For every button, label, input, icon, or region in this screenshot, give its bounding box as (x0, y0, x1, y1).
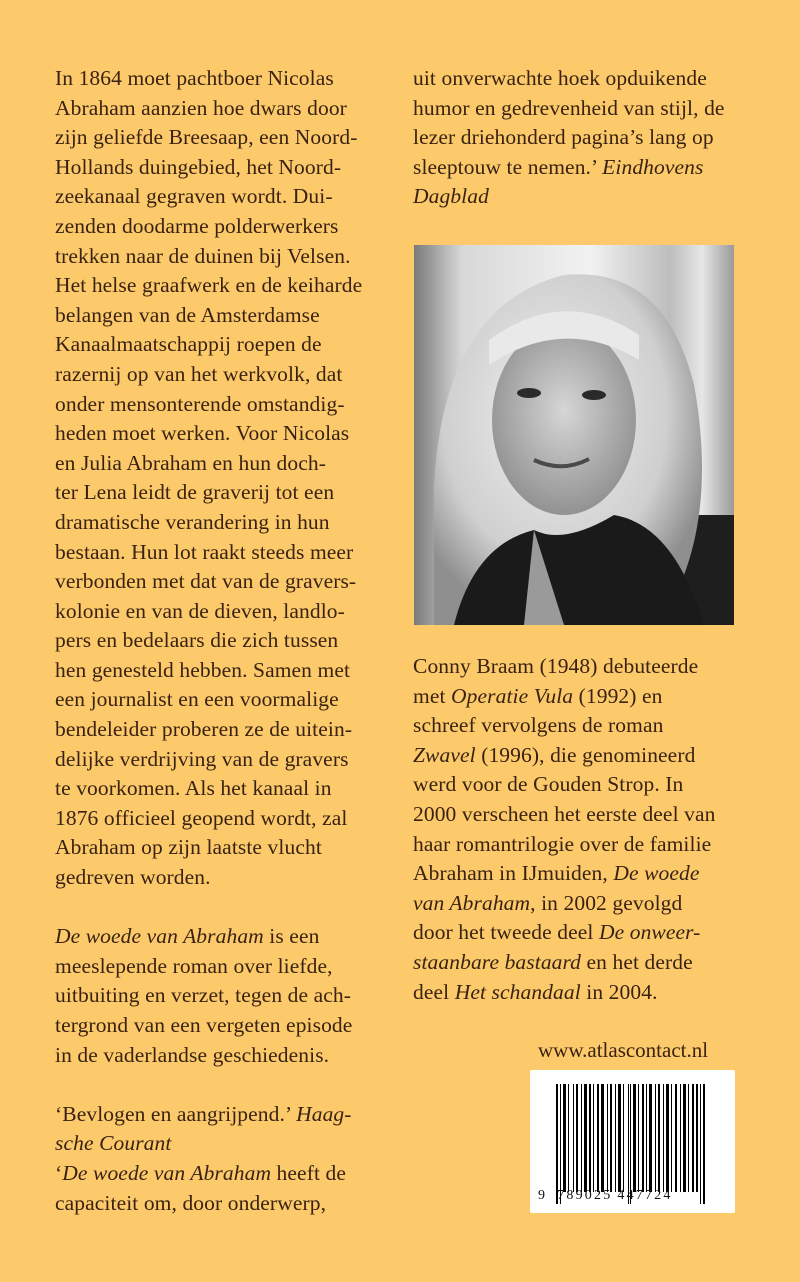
review-source: sche Courant (55, 1131, 172, 1156)
synopsis-line: verbonden met dat van de gravers- (55, 569, 357, 594)
synopsis (55, 64, 395, 893)
book-title: De woede (613, 861, 700, 886)
synopsis-line: bestaan. Hun lot raakt steeds meer (55, 539, 354, 564)
spacer (55, 893, 395, 923)
book-title: Operatie Vula (451, 683, 574, 708)
synopsis-line: gedreven worden. (55, 865, 211, 890)
right-column-review: uit onverwachte hoek opduikende humor en gedrevenheid van stijl, de lezer driehonderd pagina’s lang op sleeptouw te nemen.’ Eindhovens Dagblad (413, 64, 753, 212)
synopsis-line: delijke verdrijving van de gravers (55, 746, 349, 771)
book-title: De woede van Abraham (62, 1160, 272, 1185)
review-line: uit onverwachte hoek opduikende (413, 66, 707, 90)
review-source: Eindhovens (602, 154, 704, 179)
isbn-barcode (530, 1070, 735, 1213)
synopsis-line: belangen van de Amsterdamse (55, 302, 320, 327)
review-source: Dagblad (413, 184, 489, 209)
synopsis-line: een journalist en een voormalige (55, 687, 339, 712)
isbn-number: 9 789025 447724 (538, 1188, 673, 1203)
synopsis-line: heden moet werken. Voor Nicolas (55, 421, 350, 446)
summary-line: tergrond van een vergeten episode (55, 1013, 353, 1037)
book-title: Zwavel (413, 742, 476, 767)
book-title: De woede van Abraham (55, 924, 264, 949)
synopsis-line: Abraham aanzien hoe dwars door (55, 95, 347, 120)
summary-line: in de vaderlandse geschiedenis. (55, 1042, 330, 1067)
review-haagsche-courant (55, 1100, 395, 1159)
synopsis-line: Kanaalmaatschappij roepen de (55, 332, 322, 357)
synopsis-line: Abraham op zijn laatste vlucht (55, 835, 322, 860)
synopsis-line: pers en bedelaars die zich tussen (55, 628, 339, 653)
author-bio: Conny Braam (1948) debuteerde met Operatie Vula (1992) en schreef vervolgens de roman Zwavel (1996), die genomineerd werd voor de Gouden Strop. In 2000 verscheen het eerste deel van haar romantrilogie over de familie Abraham in IJmuiden, De woede van Abraham, in 2002 gevolgd door het tweede deel De onweer- staanbare bastaard en het derde deel Het schandaal in 2004. (413, 654, 716, 1004)
synopsis-line: hen genesteld hebben. Samen met (55, 657, 351, 682)
summary-line: meeslepende roman over liefde, (55, 953, 333, 978)
portrait-image (414, 245, 734, 625)
synopsis-line: en Julia Abraham en hun doch- (55, 450, 326, 475)
spacer (55, 1070, 395, 1100)
summary-line: uitbuiting en verzet, tegen de ach- (55, 983, 352, 1008)
synopsis-line: razernij op van het werkvolk, dat (55, 361, 343, 386)
synopsis-line: onder mensonterende omstandig- (55, 391, 345, 416)
review-line: capaciteit om, door onderwerp, (55, 1190, 327, 1215)
book-title: staanbare bastaard (413, 949, 582, 974)
review-quote: ‘Bevlogen en aangrijpend.’ (55, 1101, 297, 1126)
synopsis-line: bendeleider proberen ze de uitein- (55, 717, 353, 742)
synopsis-line: trekken naar de duinen bij Velsen. (55, 243, 351, 268)
left-column (55, 64, 395, 1218)
review-source: Haag- (296, 1101, 352, 1126)
synopsis-line: zeekanaal gegraven wordt. Dui- (55, 184, 333, 209)
book-title: Het schandaal (454, 979, 581, 1004)
synopsis-line: ter Lena leidt de graverij tot een (55, 480, 335, 505)
synopsis-line: In 1864 moet pachtboer Nicolas (55, 66, 334, 90)
author-photo (414, 245, 734, 625)
review-eindhovens-dagblad-start: ‘De woede van Abraham heeft de capaciteit om, door onderwerp, (55, 1159, 395, 1218)
summary (55, 922, 395, 1070)
synopsis-line: zenden doodarme polderwerkers (55, 213, 339, 238)
book-title: De onweer- (598, 920, 701, 945)
synopsis-line: kolonie en van de dieven, landlo- (55, 598, 345, 623)
book-title: van Abraham (413, 890, 531, 915)
synopsis-line: dramatische verandering in hun (55, 509, 330, 534)
summary-line: De woede van Abraham is een (55, 924, 320, 949)
synopsis-line: Het helse graafwerk en de keiharde (55, 273, 363, 298)
synopsis-line: zijn geliefde Breesaap, een Noord- (55, 125, 358, 150)
synopsis-line: te voorkomen. Als het kanaal in (55, 776, 332, 801)
review-line: lezer driehonderd pagina’s lang op (413, 125, 714, 150)
review-line: humor en gedrevenheid van stijl, de (413, 95, 725, 120)
synopsis-line: 1876 officieel geopend wordt, zal (55, 805, 348, 830)
synopsis-line: Hollands duingebied, het Noord- (55, 154, 342, 179)
publisher-website-link[interactable]: www.atlascontact.nl (538, 1038, 709, 1062)
